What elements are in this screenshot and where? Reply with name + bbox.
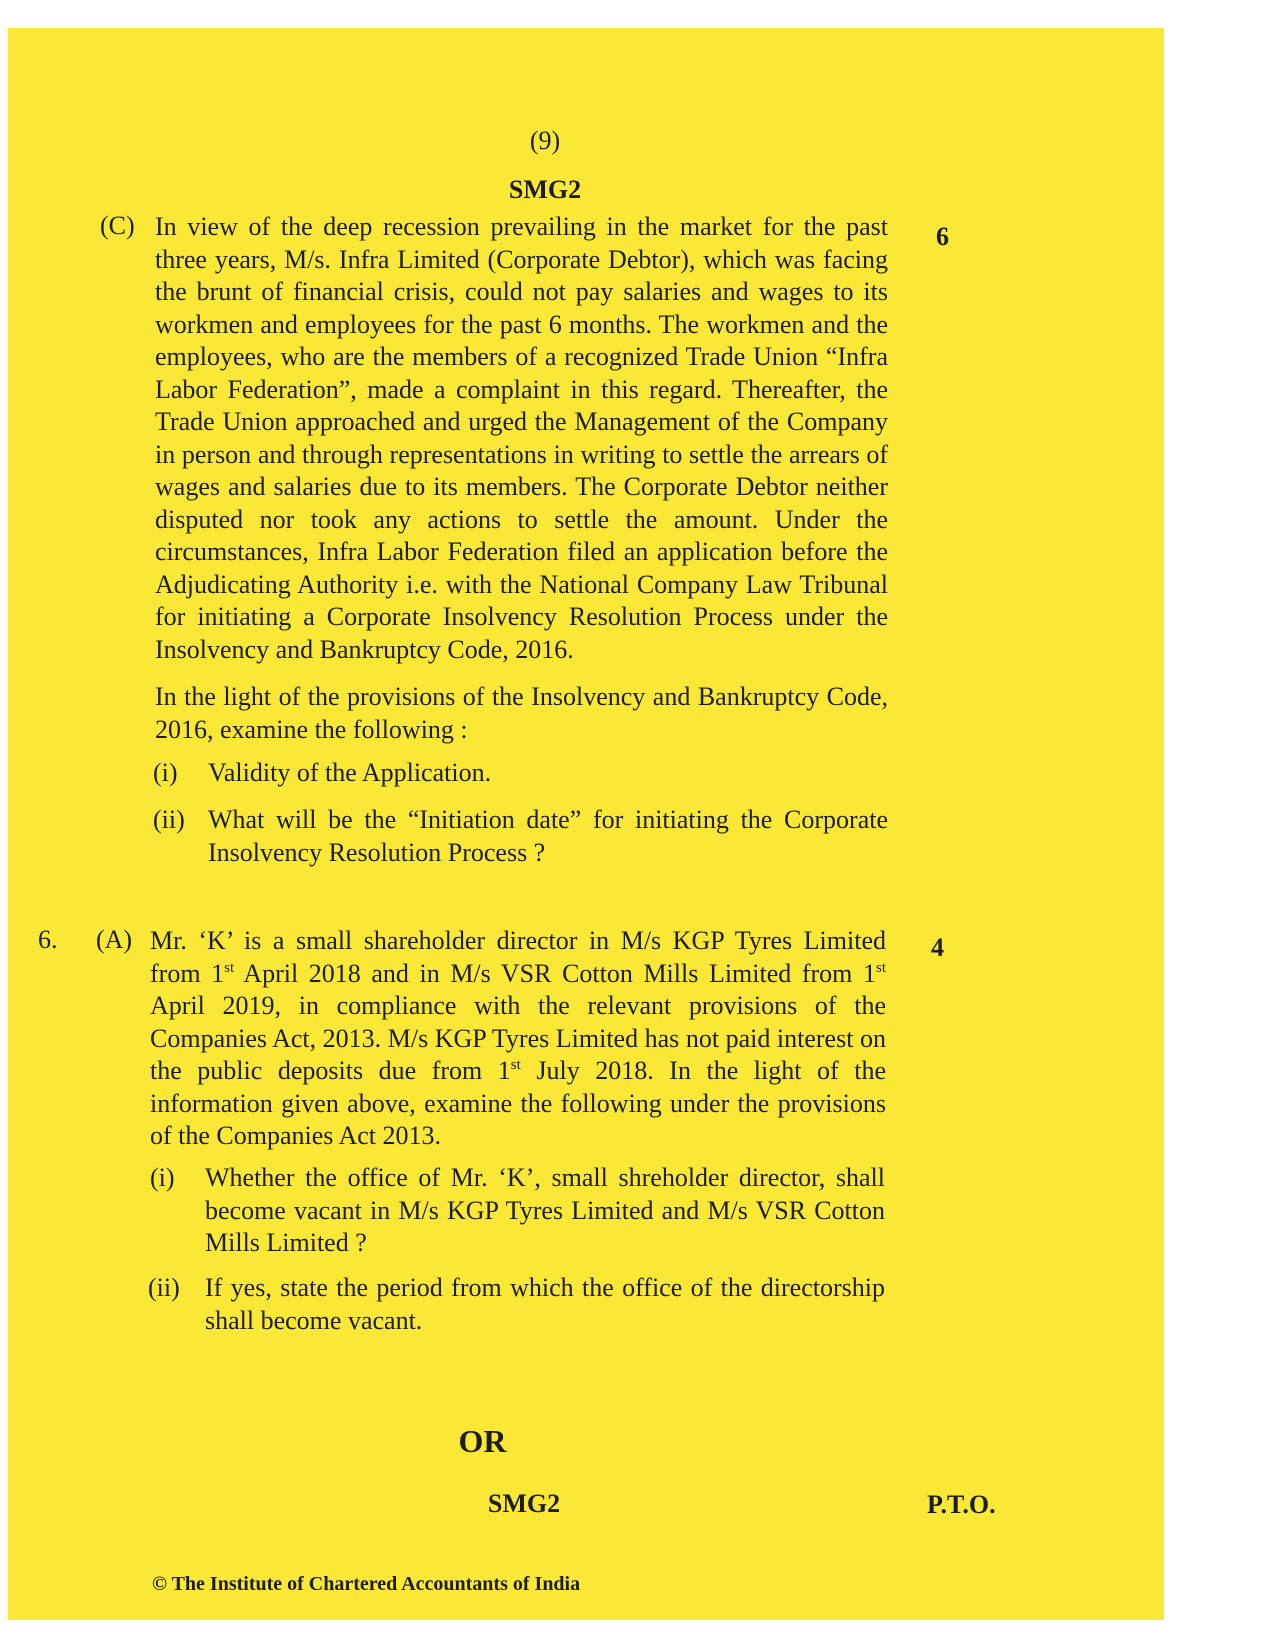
q5c-marks: 6 xyxy=(936,222,949,251)
q6a-item-1-num: (i) xyxy=(150,1163,175,1192)
copyright-notice: © The Institute of Chartered Accountants of India xyxy=(152,1573,581,1595)
q6a-label: (A) xyxy=(96,925,133,954)
q6a-body-part-1: Mr. ‘K’ is a small shareholder director in M/s KGP Tyres Limited from 1 xyxy=(150,926,886,988)
or-separator: OR xyxy=(458,1423,507,1459)
q5c-item-1-num: (i) xyxy=(153,758,178,787)
q6-number: 6. xyxy=(38,925,58,954)
paper-code-header: SMG2 xyxy=(508,175,582,204)
q6a-body-part-4: July 2018. In the light of the information given above, examine the following under the provisions of the Companies Act 2013. xyxy=(150,1056,886,1150)
paper-code-footer: SMG2 xyxy=(487,1489,561,1518)
page-number: (9) xyxy=(529,126,561,155)
q5c-body: In view of the deep recession prevailing in the market for the past three years, M/s. Infra Limited (Corporate Debtor), which was facing the brunt of financial crisis, could not pay salaries and wages to its workmen and employees for the past 6 months. The workmen and the employees, who are the members of a recognized Trade Union “Infra Labor Federation”, made a complaint in this regard. Thereafter, the Trade Union approached and urged the Management of the Company in person and through representations in writing to settle the arrears of wages and salaries due to its members. The Corporate Debtor neither disputed nor took any actions to settle the amount. Under the circumstances, Infra Labor Federation filed an application before the Adjudicating Authority i.e. with the National Company Law Tribunal for initiating a Corporate Insolvency Resolution Process under the Insolvency and Bankruptcy Code, 2016. xyxy=(155,212,888,664)
q6a-body-part-3: April 2019, in compliance with the relevant provisions of the Companies Act, 2013. M/s KGP Tyres Limited has not paid interest on the public deposits due from 1 xyxy=(150,991,886,1085)
q6a-ordinal-3: st xyxy=(510,1057,521,1073)
q5c-item-2-num: (ii) xyxy=(153,805,185,834)
q6a-item-1-text: Whether the office of Mr. ‘K’, small shreholder director, shall become vacant in M/s KGP Tyres Limited and M/s VSR Cotton Mills Limited ? xyxy=(205,1163,885,1257)
q6a-ordinal-2: st xyxy=(875,959,886,976)
q6a-marks: 4 xyxy=(931,933,944,962)
q6a-item-2-num: (ii) xyxy=(148,1273,180,1302)
q5c-item-2-text: What will be the “Initiation date” for initiating the Corporate Insolvency Resolution Process ? xyxy=(208,805,888,867)
pto-marker: P.T.O. xyxy=(927,1490,996,1519)
q6a-body xyxy=(150,925,886,1153)
q5c-label: (C) xyxy=(100,211,135,240)
q6a-item-2-text: If yes, state the period from which the office of the directorship shall become vacant. xyxy=(205,1273,885,1335)
q5c-instruction: In the light of the provisions of the Insolvency and Bankruptcy Code, 2016, examine the following : xyxy=(155,682,888,744)
q5c-item-1-text: Validity of the Application. xyxy=(208,758,492,787)
q6a-ordinal-1: st xyxy=(224,959,235,976)
q6a-body-part-2: April 2018 and in M/s VSR Cotton Mills Limited from 1 xyxy=(234,958,876,988)
